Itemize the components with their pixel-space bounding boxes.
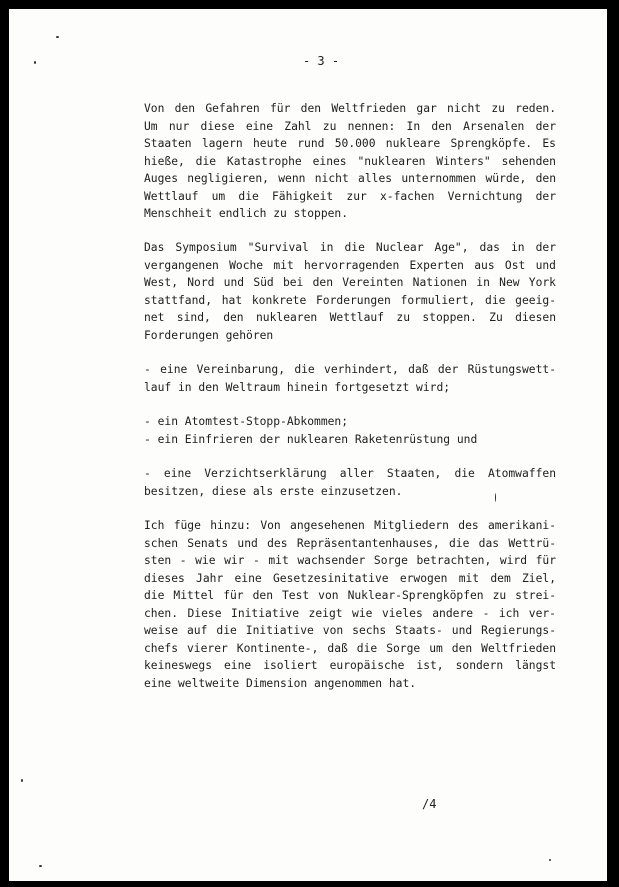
- text-line: - ein Einfrieren der nuklearen Raketenrüstung und: [144, 432, 478, 446]
- scan-speck: [39, 865, 42, 867]
- text-line: stattfand, hat konkrete Forderungen formuliert, die geeig-: [144, 293, 556, 307]
- text-line: dieses Jahr eine Gesetzesinitative erwogen mit dem Ziel,: [144, 571, 556, 585]
- text-line: keineswegs eine isoliert europäische ist, sondern längst: [144, 659, 556, 672]
- text-line: Wettlauf um die Fähigkeit zur x-fachen Vernichtung der: [144, 189, 556, 203]
- text-line: Um nur diese eine Zahl zu nennen: In den Arsenalen der: [144, 119, 556, 133]
- text-line: hieße, die Katastrophe eines "nuklearen Winters" sehenden: [144, 154, 556, 168]
- text-line: lauf in den Weltraum hinein fortgesetzt wird;: [144, 380, 451, 394]
- page-number: - 3 -: [302, 54, 340, 68]
- text-line: Forderungen gehören: [144, 328, 274, 342]
- continuation-marker: /4: [422, 797, 437, 811]
- paragraph-initiative: [144, 517, 556, 692]
- text-line: Von den Gefahren für den Weltfrieden gar nicht zu reden.: [144, 102, 556, 115]
- paragraph-weltfrieden: [144, 100, 556, 223]
- text-line: West, Nord und Süd bei den Vereinten Nationen in New York: [144, 276, 556, 289]
- scan-speck: [34, 61, 36, 64]
- list-items-atomtest: [144, 413, 556, 448]
- text-line: Menschheit endlich zu stoppen.: [144, 207, 349, 220]
- text-line: schen Senats und des Repräsentantenhauses, die das Wettrü-: [144, 536, 556, 550]
- text-line: - ein Atomtest-Stopp-Abkommen;: [144, 415, 349, 428]
- text-line: chen. Diese Initiative zeigt wie vieles andere - ich ver-: [144, 606, 556, 620]
- text-line: sten - wie wir - mit wachsender Sorge betrachten, wird für: [144, 554, 556, 567]
- list-item-weltraum: [144, 361, 556, 396]
- text-line: Auges negligieren, wenn nicht alles unternommen würde, den: [144, 172, 556, 185]
- text-line: eine weltweite Dimension angenommen hat.: [144, 676, 417, 690]
- text-line: chefs vierer Kontinente-, daß die Sorge um den Weltfrieden: [144, 641, 556, 655]
- text-line: Das Symposium "Survival in die Nuclear Age", das in der: [144, 241, 556, 254]
- scan-speck: [495, 493, 496, 502]
- text-line: weise auf die Initiative von sechs Staats- und Regierungs-: [144, 624, 556, 637]
- text-line: - eine Verzichtserklärung aller Staaten, die Atomwaffen: [144, 467, 556, 480]
- text-line: vergangenen Woche mit hervorragenden Experten aus Ost und: [144, 258, 556, 272]
- scan-speck: [56, 36, 59, 38]
- text-line: die Mittel für den Test von Nuklear-Sprengköpfen zu strei-: [144, 589, 556, 602]
- paragraph-symposium: [144, 239, 556, 344]
- text-line: net sind, den nuklearen Wettlauf zu stoppen. Zu diesen: [144, 311, 556, 324]
- scan-speck: [21, 779, 23, 782]
- text-line: Staaten lagern heute rund 50.000 nukleare Sprengköpfe. Es: [144, 137, 556, 150]
- scan-speck: [549, 859, 551, 861]
- document-page: [9, 9, 607, 881]
- text-line: Ich füge hinzu: Von angesehenen Mitgliedern des amerikani-: [144, 519, 556, 532]
- text-line: - eine Vereinbarung, die verhindert, daß der Rüstungswett-: [144, 363, 556, 376]
- text-line: besitzen, diese als erste einzusetzen.: [144, 484, 403, 498]
